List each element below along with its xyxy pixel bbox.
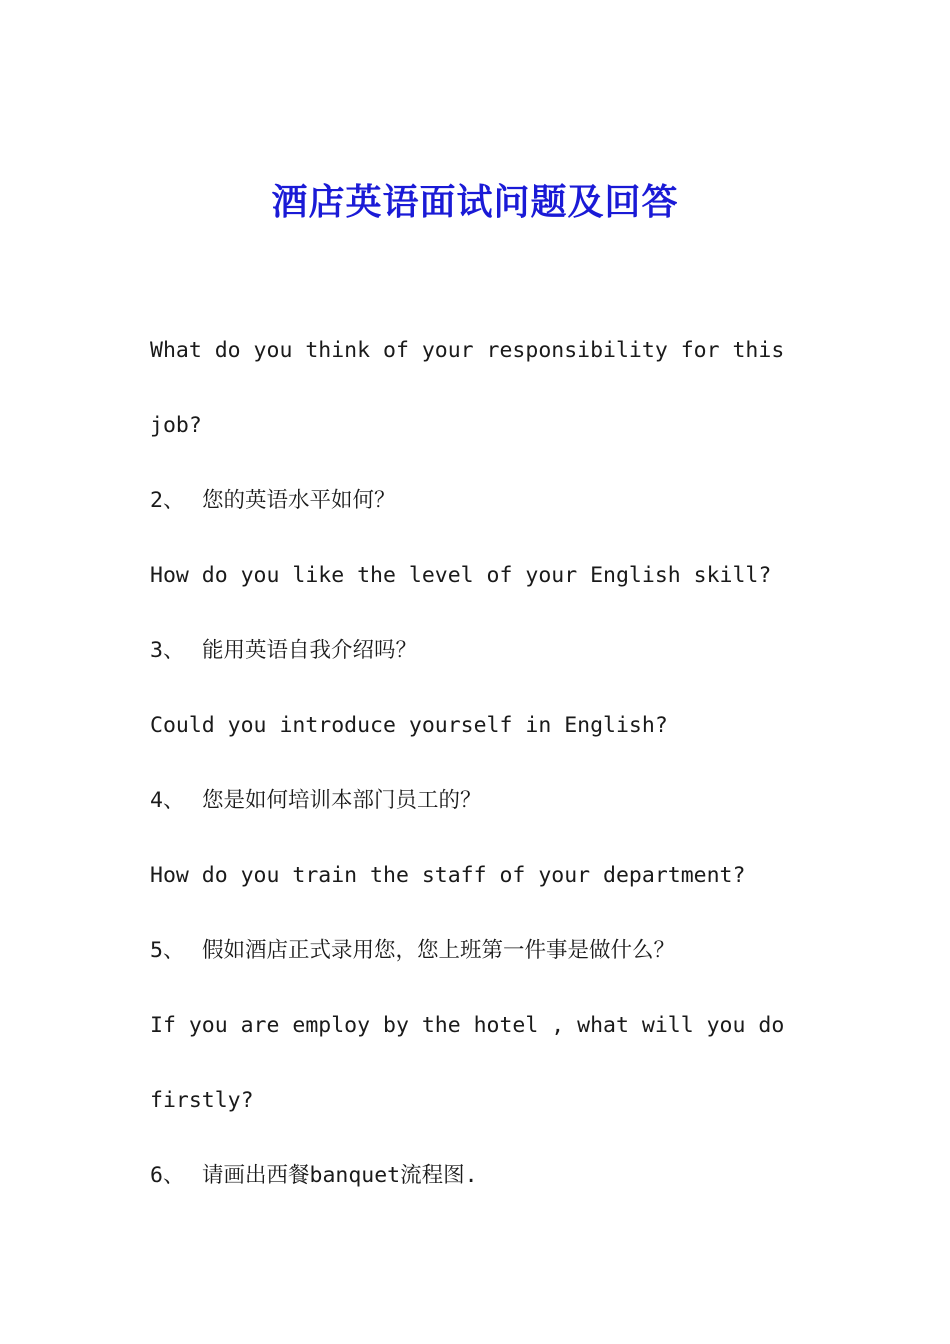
question-line [150,626,790,701]
question-number: 5、 [150,938,185,963]
line-text: What do you think of your responsibility for this [150,338,785,363]
question-number: 2、 [150,488,185,513]
line-text: firstly? [150,1088,254,1113]
text-line [150,1001,790,1076]
question-text: 能用英语自我介绍吗？ [202,638,418,663]
question-number: 4、 [150,788,185,813]
question-number: 6、 [150,1163,185,1188]
text-line [150,326,790,401]
text-line [150,401,790,476]
line-text: How do you train the staff of your department? [150,863,746,888]
question-text: 您的英语水平如何？ [202,488,396,513]
question-line [150,776,790,851]
document-title: 酒店英语面试问题及回答 [271,181,679,223]
question-text: 假如酒店正式录用您，您上班第一件事是做什么？ [202,938,676,963]
line-text: If you are employ by the hotel , what will you do [150,1013,785,1038]
question-text: 请画出西餐banquet流程图. [202,1163,478,1188]
line-text: How do you like the level of your English skill? [150,563,772,588]
text-line [150,1076,790,1151]
text-line [150,551,790,626]
line-text: Could you introduce yourself in English? [150,713,668,738]
question-line [150,476,790,551]
text-line [150,851,790,926]
question-line [150,926,790,1001]
line-text: job? [150,413,202,438]
question-line [150,1151,790,1226]
question-text: 您是如何培训本部门员工的？ [202,788,482,813]
text-line [150,701,790,776]
question-number: 3、 [150,638,185,663]
document-body [150,326,790,1226]
